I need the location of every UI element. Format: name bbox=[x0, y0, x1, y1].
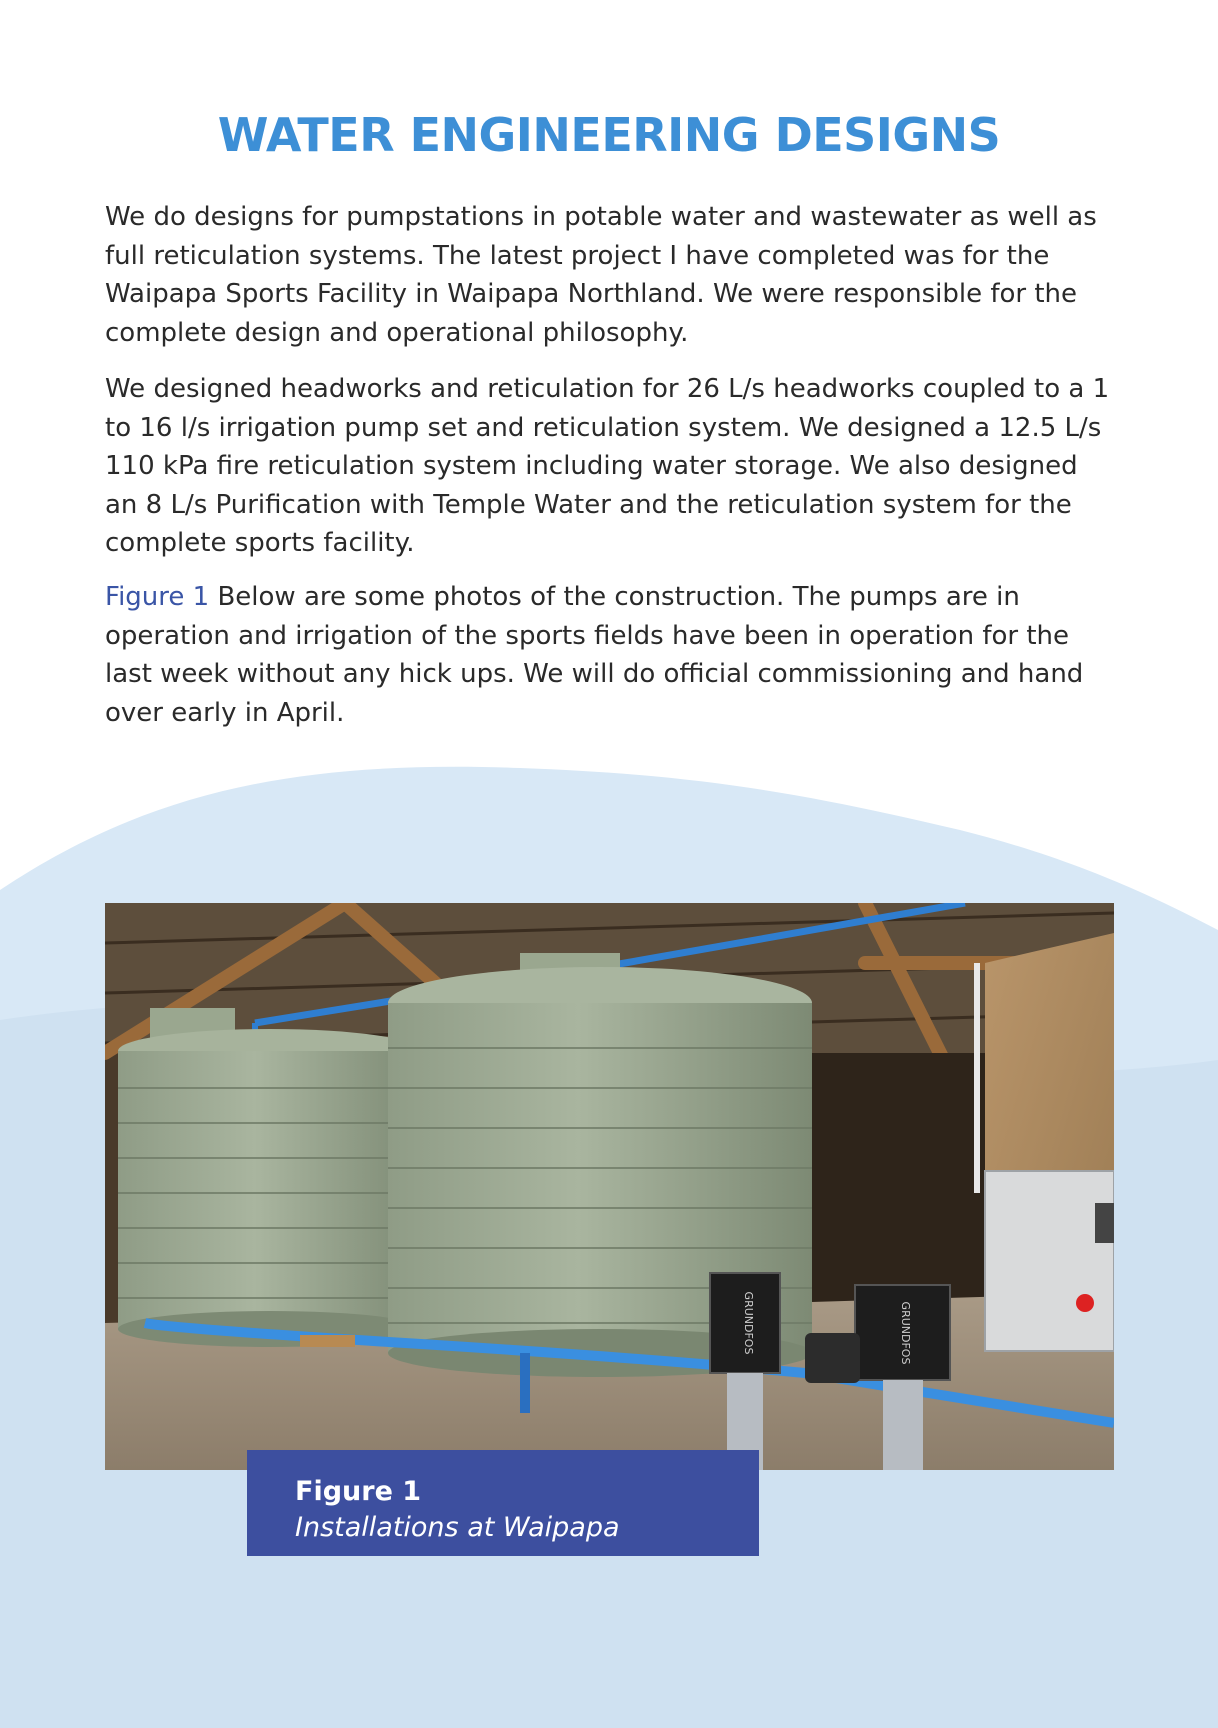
pump-brand-left: GRUNDFOS bbox=[742, 1291, 755, 1355]
pump-brand-right: GRUNDFOS bbox=[899, 1301, 912, 1365]
figure-caption bbox=[247, 1450, 759, 1556]
page-title: WATER ENGINEERING DESIGNS bbox=[217, 108, 1001, 162]
figure-reference-link[interactable]: Figure 1 bbox=[105, 582, 210, 612]
paragraph-intro: We do designs for pumpstations in potable water and wastewater as well as full reticulation systems. The latest project I have completed was for the Waipapa Sports Facility in Waipapa Northland. We were responsible for the complete design and operational philosophy. bbox=[105, 202, 1097, 348]
paragraph-construction bbox=[105, 578, 1115, 732]
paragraph-construction-text: Below are some photos of the construction. The pumps are in operation and irrigation of the sports fields have been in operation for the last week without any hick ups. We will do official commissioning and hand over early in April. bbox=[105, 582, 1084, 728]
figure-photo bbox=[105, 903, 1114, 1470]
paragraph-design-details: We designed headworks and reticulation for 26 L/s headworks coupled to a 1 to 16 l/s irrigation pump set and reticulation system. We designed a 12.5 L/s 110 kPa fire reticulation system including water storage. We also designed an 8 L/s Purification with Temple Water and the reticulation system for the complete sports facility. bbox=[105, 374, 1110, 558]
figure-caption-label: Figure 1 bbox=[295, 1476, 422, 1507]
figure-caption-text: Installations at Waipapa bbox=[295, 1512, 620, 1543]
